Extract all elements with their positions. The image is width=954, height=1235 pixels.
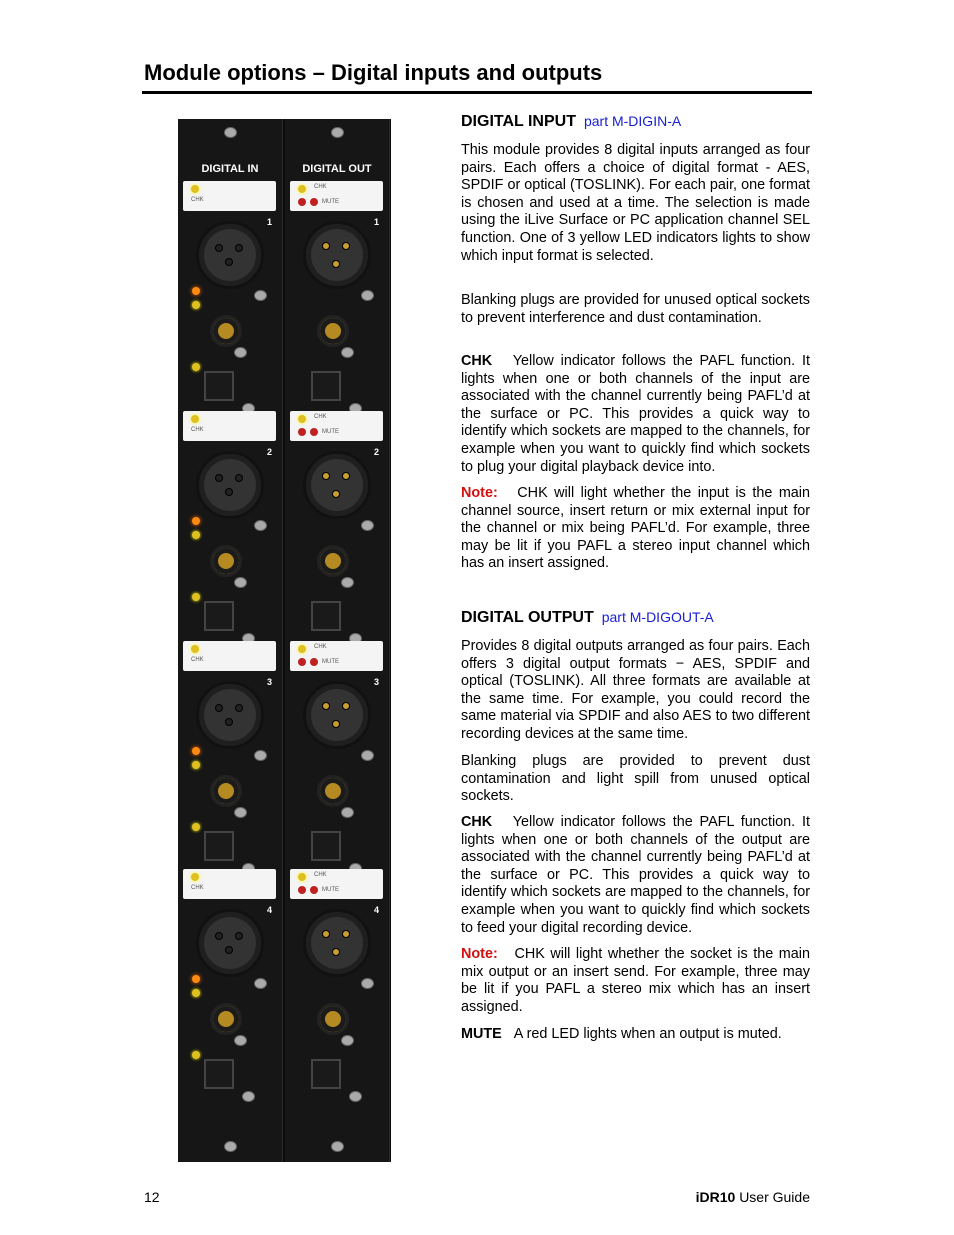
format-led-optical	[192, 363, 200, 371]
chk-term: CHK	[461, 353, 493, 369]
digital-output-mute	[461, 1026, 810, 1044]
panel-screw	[234, 577, 247, 588]
digital-in-module	[178, 119, 283, 1162]
xlr-pin	[235, 474, 243, 482]
optical-toslink-socket	[311, 1059, 341, 1089]
digital-output-para-1: Provides 8 digital outputs arranged as four pairs. Each offers 3 digital output formats − AES, SPDIF and optical (TOSLINK). All three formats are available at the same time. For example, you could record the same material via SPDIF and also AES to two different recording devices at the same time.	[461, 638, 810, 742]
panel-screw	[234, 1035, 247, 1046]
digital-input-title: DIGITAL INPUT	[461, 113, 576, 130]
optical-toslink-socket	[311, 831, 341, 861]
footer-product: iDR10	[695, 1189, 736, 1205]
xlr-pin	[225, 946, 233, 954]
panel-screw	[341, 807, 354, 818]
xlr-pin	[342, 930, 350, 938]
mute-led	[310, 658, 318, 666]
xlr-pin	[235, 244, 243, 252]
optical-toslink-socket	[204, 601, 234, 631]
xlr-pin	[225, 718, 233, 726]
label-strip	[183, 181, 276, 211]
format-led-optical	[192, 593, 200, 601]
socket-number: 2	[266, 447, 272, 457]
xlr-pin	[322, 242, 330, 250]
optical-toslink-socket	[204, 1059, 234, 1089]
xlr-pin	[342, 472, 350, 480]
format-led-spdif	[192, 761, 200, 769]
socket-number: 1	[373, 217, 379, 227]
xlr-connector	[196, 909, 264, 977]
xlr-pin	[332, 490, 340, 498]
panel-screw	[254, 750, 267, 761]
mute-led	[298, 198, 306, 206]
format-led-optical	[192, 823, 200, 831]
socket-number: 4	[266, 905, 272, 915]
panel-screw	[254, 520, 267, 531]
mute-led	[298, 428, 306, 436]
mute-text: MUTE	[322, 199, 339, 205]
digital-input-para-1: This module provides 8 digital inputs arranged as four pairs. Each offers a choice of digital format - AES, SPDIF or optical (TOSLINK). For each pair, one format is chosen and used at a time. The selection is made using the iLive Surface or PC application channel SEL function. One of 3 yellow LED indicators lights to show which input format is selected.	[461, 142, 810, 264]
chk-text: CHK	[314, 872, 327, 878]
label-strip	[183, 869, 276, 899]
panel-screw	[331, 1141, 344, 1152]
panel-screw	[254, 290, 267, 301]
digital-out-module	[285, 119, 390, 1162]
mute-led	[310, 886, 318, 894]
xlr-pin	[322, 472, 330, 480]
panel-screw	[224, 1141, 237, 1152]
optical-toslink-socket	[311, 601, 341, 631]
xlr-pin	[225, 488, 233, 496]
mute-text: MUTE	[322, 659, 339, 665]
digital-input-heading	[461, 113, 681, 131]
digital-input-chk	[461, 353, 810, 476]
spdif-rca-socket	[317, 545, 349, 577]
chk-text: CHK	[314, 644, 327, 650]
panel-screw	[341, 1035, 354, 1046]
chk-led	[298, 873, 306, 881]
chk-text: CHK	[314, 184, 327, 190]
digital-out-label: DIGITAL OUT	[302, 163, 372, 175]
chk-led	[191, 645, 199, 653]
chk-text: CHK	[191, 885, 204, 891]
mute-text: MUTE	[322, 429, 339, 435]
panel-screw	[361, 750, 374, 761]
xlr-connector	[303, 909, 371, 977]
title-rule	[142, 91, 812, 94]
xlr-pin	[215, 704, 223, 712]
note-term: Note:	[461, 485, 498, 501]
xlr-pin	[342, 702, 350, 710]
xlr-connector	[196, 681, 264, 749]
mute-led	[310, 198, 318, 206]
digital-input-part: part M-DIGIN-A	[583, 113, 682, 129]
digital-input-para-2: Blanking plugs are provided for unused optical sockets to prevent interference and dust contamination.	[461, 292, 810, 326]
format-led-spdif	[192, 301, 200, 309]
format-led-aes	[192, 975, 200, 983]
panel-screw	[234, 347, 247, 358]
chk-led	[298, 415, 306, 423]
format-led-spdif	[192, 989, 200, 997]
mute-led	[298, 886, 306, 894]
mute-text: MUTE	[322, 887, 339, 893]
mute-term: MUTE	[461, 1026, 502, 1042]
chk-led	[191, 415, 199, 423]
format-led-aes	[192, 517, 200, 525]
xlr-connector	[196, 221, 264, 289]
footer-guide-title	[696, 1189, 810, 1205]
panel-screw	[242, 1091, 255, 1102]
xlr-connector	[303, 451, 371, 519]
optical-toslink-socket	[204, 371, 234, 401]
format-led-spdif	[192, 531, 200, 539]
chk-led	[191, 185, 199, 193]
label-strip	[290, 181, 383, 211]
xlr-pin	[332, 720, 340, 728]
socket-number: 3	[266, 677, 272, 687]
mute-led	[310, 428, 318, 436]
mute-led	[298, 658, 306, 666]
panel-screw	[331, 127, 344, 138]
optical-toslink-socket	[311, 371, 341, 401]
chk-led	[298, 645, 306, 653]
label-strip	[290, 411, 383, 441]
spdif-rca-socket	[210, 545, 242, 577]
xlr-pin	[235, 704, 243, 712]
label-strip	[183, 411, 276, 441]
panel-screw	[224, 127, 237, 138]
format-led-optical	[192, 1051, 200, 1059]
mute-text: A red LED lights when an output is muted.	[513, 1026, 782, 1042]
digital-output-part: part M-DIGOUT-A	[601, 609, 714, 625]
digital-output-title: DIGITAL OUTPUT	[461, 609, 594, 626]
panel-screw	[254, 978, 267, 989]
chk-text: Yellow indicator follows the PAFL function. It lights when one or both channels of the output are associated with the channel currently being PAFL’d at the surface or PC. This provides a quick way to identify which sockets are mapped to the channels, for example when you want to quickly find which sockets to feed your digital recording device.	[461, 814, 810, 936]
page-number: 12	[144, 1189, 160, 1205]
xlr-pin	[235, 932, 243, 940]
spdif-rca-socket	[210, 315, 242, 347]
xlr-pin	[215, 932, 223, 940]
xlr-pin	[225, 258, 233, 266]
digital-output-heading	[461, 609, 714, 627]
socket-number: 4	[373, 905, 379, 915]
xlr-connector	[196, 451, 264, 519]
panel-screw	[349, 1091, 362, 1102]
digital-output-note	[461, 946, 810, 1016]
label-strip	[290, 869, 383, 899]
xlr-pin	[332, 948, 340, 956]
module-panel-photo	[178, 119, 391, 1162]
digital-output-chk	[461, 814, 810, 937]
xlr-pin	[342, 242, 350, 250]
panel-screw	[361, 520, 374, 531]
chk-text: Yellow indicator follows the PAFL function. It lights when one or both channels of the input are associated with the channel currently being PAFL’d at the surface or PC. This provides a quick way to identify which sockets are mapped to the channels, for example when you want to quickly find which sockets to plug your digital playback device into.	[461, 353, 810, 475]
spdif-rca-socket	[317, 1003, 349, 1035]
socket-number: 2	[373, 447, 379, 457]
note-text: CHK will light whether the input is the main channel source, insert return or mix external input for the channel or mix being PAFL’d. For example, three may be lit if you PAFL a stereo input channel which has an insert assigned.	[461, 485, 811, 572]
chk-term: CHK	[461, 814, 493, 830]
note-text: CHK will light whether the socket is the main mix output or an insert send. For example, three may be lit if you PAFL a stereo mix which has an insert assigned.	[461, 946, 810, 1015]
label-strip	[183, 641, 276, 671]
panel-screw	[341, 577, 354, 588]
spdif-rca-socket	[317, 315, 349, 347]
digital-output-para-2: Blanking plugs are provided to prevent dust contamination and light spill from unused optical sockets.	[461, 753, 810, 805]
digital-input-note	[461, 485, 810, 573]
socket-number: 1	[266, 217, 272, 227]
chk-text: CHK	[314, 414, 327, 420]
spdif-rca-socket	[210, 1003, 242, 1035]
panel-screw	[234, 807, 247, 818]
spdif-rca-socket	[210, 775, 242, 807]
xlr-pin	[215, 244, 223, 252]
chk-text: CHK	[191, 657, 204, 663]
footer-guide: User Guide	[739, 1189, 810, 1205]
chk-led	[191, 873, 199, 881]
chk-led	[298, 185, 306, 193]
note-term: Note:	[461, 946, 498, 962]
digital-in-label: DIGITAL IN	[201, 163, 259, 175]
xlr-pin	[215, 474, 223, 482]
format-led-aes	[192, 287, 200, 295]
format-led-aes	[192, 747, 200, 755]
panel-screw	[361, 290, 374, 301]
xlr-pin	[322, 702, 330, 710]
chk-text: CHK	[191, 197, 204, 203]
chk-text: CHK	[191, 427, 204, 433]
xlr-connector	[303, 221, 371, 289]
xlr-connector	[303, 681, 371, 749]
xlr-pin	[322, 930, 330, 938]
page-title: Module options – Digital inputs and outputs	[144, 60, 603, 85]
socket-number: 3	[373, 677, 379, 687]
spdif-rca-socket	[317, 775, 349, 807]
label-strip	[290, 641, 383, 671]
optical-toslink-socket	[204, 831, 234, 861]
panel-screw	[361, 978, 374, 989]
xlr-pin	[332, 260, 340, 268]
panel-screw	[341, 347, 354, 358]
